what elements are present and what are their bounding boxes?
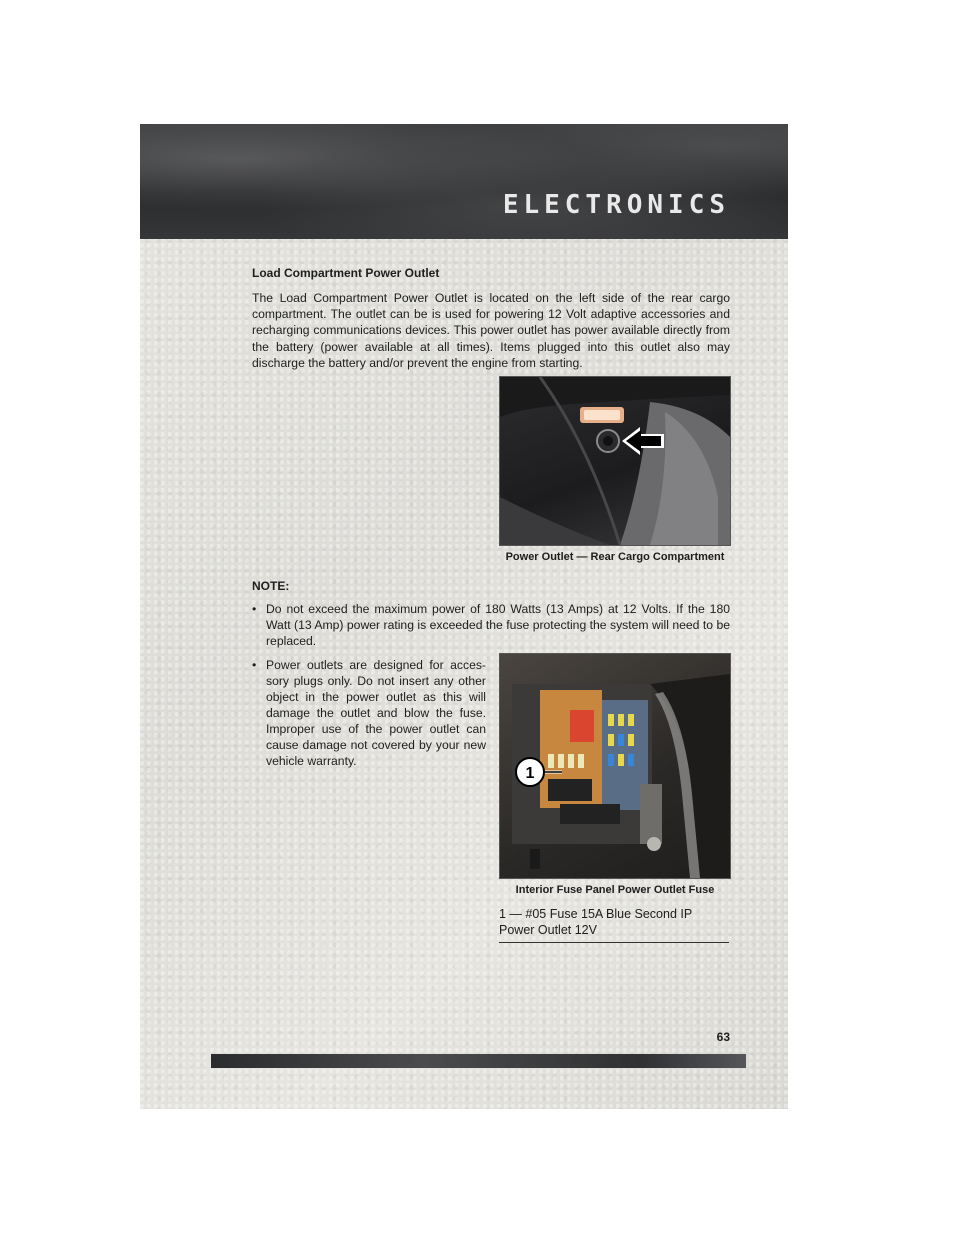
figure-caption: Interior Fuse Panel Power Outlet Fuse xyxy=(515,884,715,896)
list-item xyxy=(252,657,486,769)
section-title: ELECTRONICS xyxy=(502,190,730,220)
power-outlet-illustration xyxy=(500,377,730,545)
section-heading: Load Compartment Power Outlet xyxy=(252,266,440,280)
list-item-text: Power outlets are designed for acces- sory plugs only. Do not insert any other object in the power outlet as this will damage the outlet and blow the fuse. Improper use of the power outlet can cause damage not covered by your new vehicle warranty. xyxy=(266,658,486,768)
footer-band xyxy=(211,1054,746,1068)
power-outlet-photo xyxy=(499,376,731,546)
manual-page xyxy=(140,124,788,1109)
fuse-panel-photo xyxy=(499,653,731,879)
callout-legend: 1 — #05 Fuse 15A Blue Second IP Power Outlet 12V xyxy=(499,907,729,943)
bullet-marker: • xyxy=(252,658,257,672)
callout-number: 1 xyxy=(525,765,535,782)
header-band xyxy=(140,124,788,239)
list-item-text: Do not exceed the maximum power of 180 Watts (13 Amps) at 12 Volts. If the 180 Watt (13 Amp) power rating is exceeded the fuse protecting the system will need to be replaced. xyxy=(266,602,730,649)
note-label: NOTE: xyxy=(252,579,290,593)
body-paragraph: The Load Compartment Power Outlet is located on the left side of the rear cargo compartment. The outlet can be is used for powering 12 Volt adaptive accessories and recharging communications devices. This power outlet has power available directly from the battery (power available at all times). Items plugged into this outlet also may discharge the battery and/or prevent the engine from starting. xyxy=(252,291,730,370)
figure-caption: Power Outlet — Rear Cargo Compartment xyxy=(505,551,725,563)
list-item xyxy=(252,601,730,650)
page-number: 63 xyxy=(716,1030,730,1044)
bullet-marker: • xyxy=(252,602,257,616)
fuse-panel-illustration xyxy=(500,654,730,878)
